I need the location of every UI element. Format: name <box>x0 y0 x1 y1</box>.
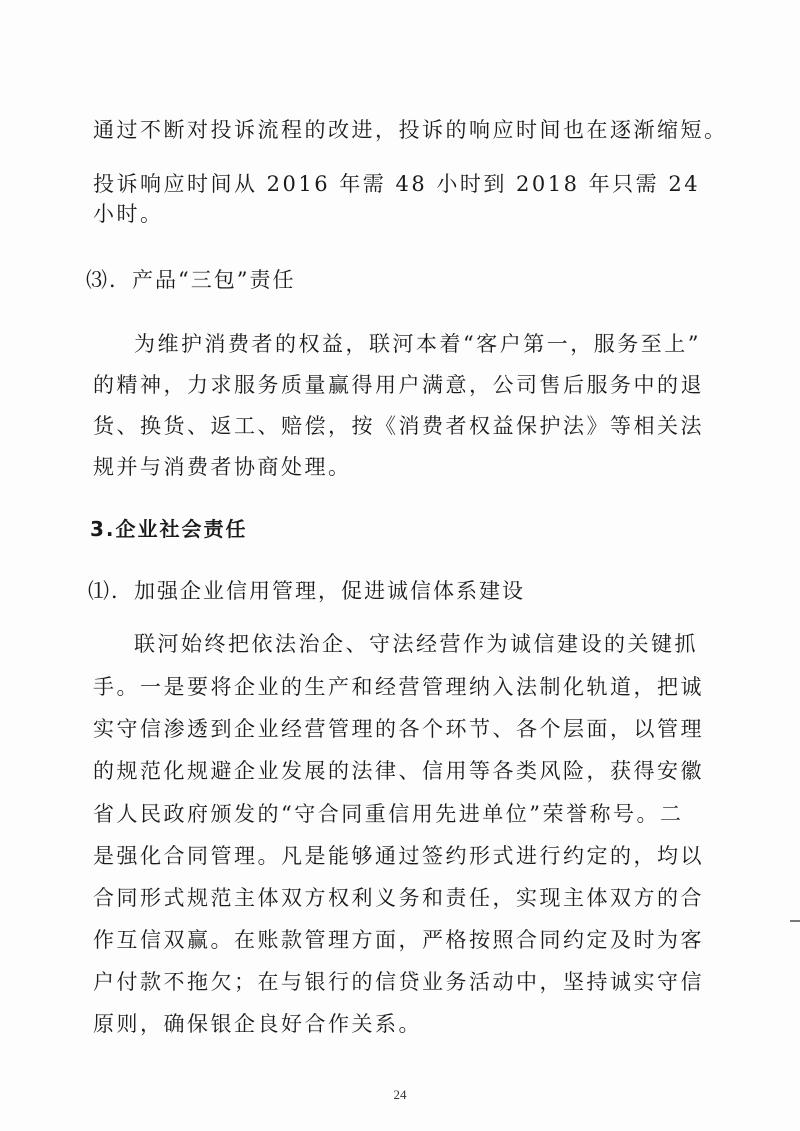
paragraph-line: 联河始终把依法治企、守法经营作为诚信建设的关键抓 <box>134 632 698 656</box>
paragraph-line: 实守信渗透到企业经营管理的各个环节、各个层面，以管理 <box>93 717 704 741</box>
paragraph-line: 是强化合同管理。凡是能够通过签约形式进行约定的，均以 <box>93 844 704 868</box>
paragraph-line: 手。一是要将企业的生产和经营管理纳入法制化轨道，把诚 <box>93 675 704 699</box>
paragraph-line: 投诉响应时间从 2016 年需 48 小时到 2018 年只需 24 <box>93 172 701 196</box>
paragraph-line: 规并与消费者协商处理。 <box>93 455 352 479</box>
paragraph-line: 合同形式规范主体双方权利义务和责任，实现主体双方的合 <box>93 886 704 910</box>
paragraph-line: 小时。 <box>93 202 164 226</box>
paragraph-line: 的规范化规避企业发展的法律、信用等各类风险，获得安徽 <box>93 759 704 783</box>
paragraph-line: 原则，确保银企良好合作关系。 <box>93 1012 422 1036</box>
subheading-three-guarantees: ⑶．产品“三包”责任 <box>86 268 296 292</box>
scan-edge-mark <box>790 920 800 922</box>
subheading-credit-management: ⑴．加强企业信用管理，促进诚信体系建设 <box>88 579 525 603</box>
paragraph-line: 为维护消费者的权益，联河本着“客户第一，服务至上” <box>134 332 701 356</box>
section-heading: 3.企业社会责任 <box>90 517 248 541</box>
paragraph-line: 通过不断对投诉流程的改进，投诉的响应时间也在逐渐缩短。 <box>93 118 728 142</box>
paragraph-line: 货、换货、返工、赔偿，按《消费者权益保护法》等相关法 <box>93 414 704 438</box>
paragraph-line: 户付款不拖欠；在与银行的信贷业务活动中，坚持诚实守信 <box>93 970 704 994</box>
paragraph-line: 的精神，力求服务质量赢得用户满意，公司售后服务中的退 <box>93 373 704 397</box>
page-number: 24 <box>393 1087 407 1102</box>
paragraph-line: 省人民政府颁发的“守合同重信用先进单位”荣誉称号。二 <box>93 802 684 826</box>
paragraph-line: 作互信双赢。在账款管理方面，严格按照合同约定及时为客 <box>93 928 704 952</box>
